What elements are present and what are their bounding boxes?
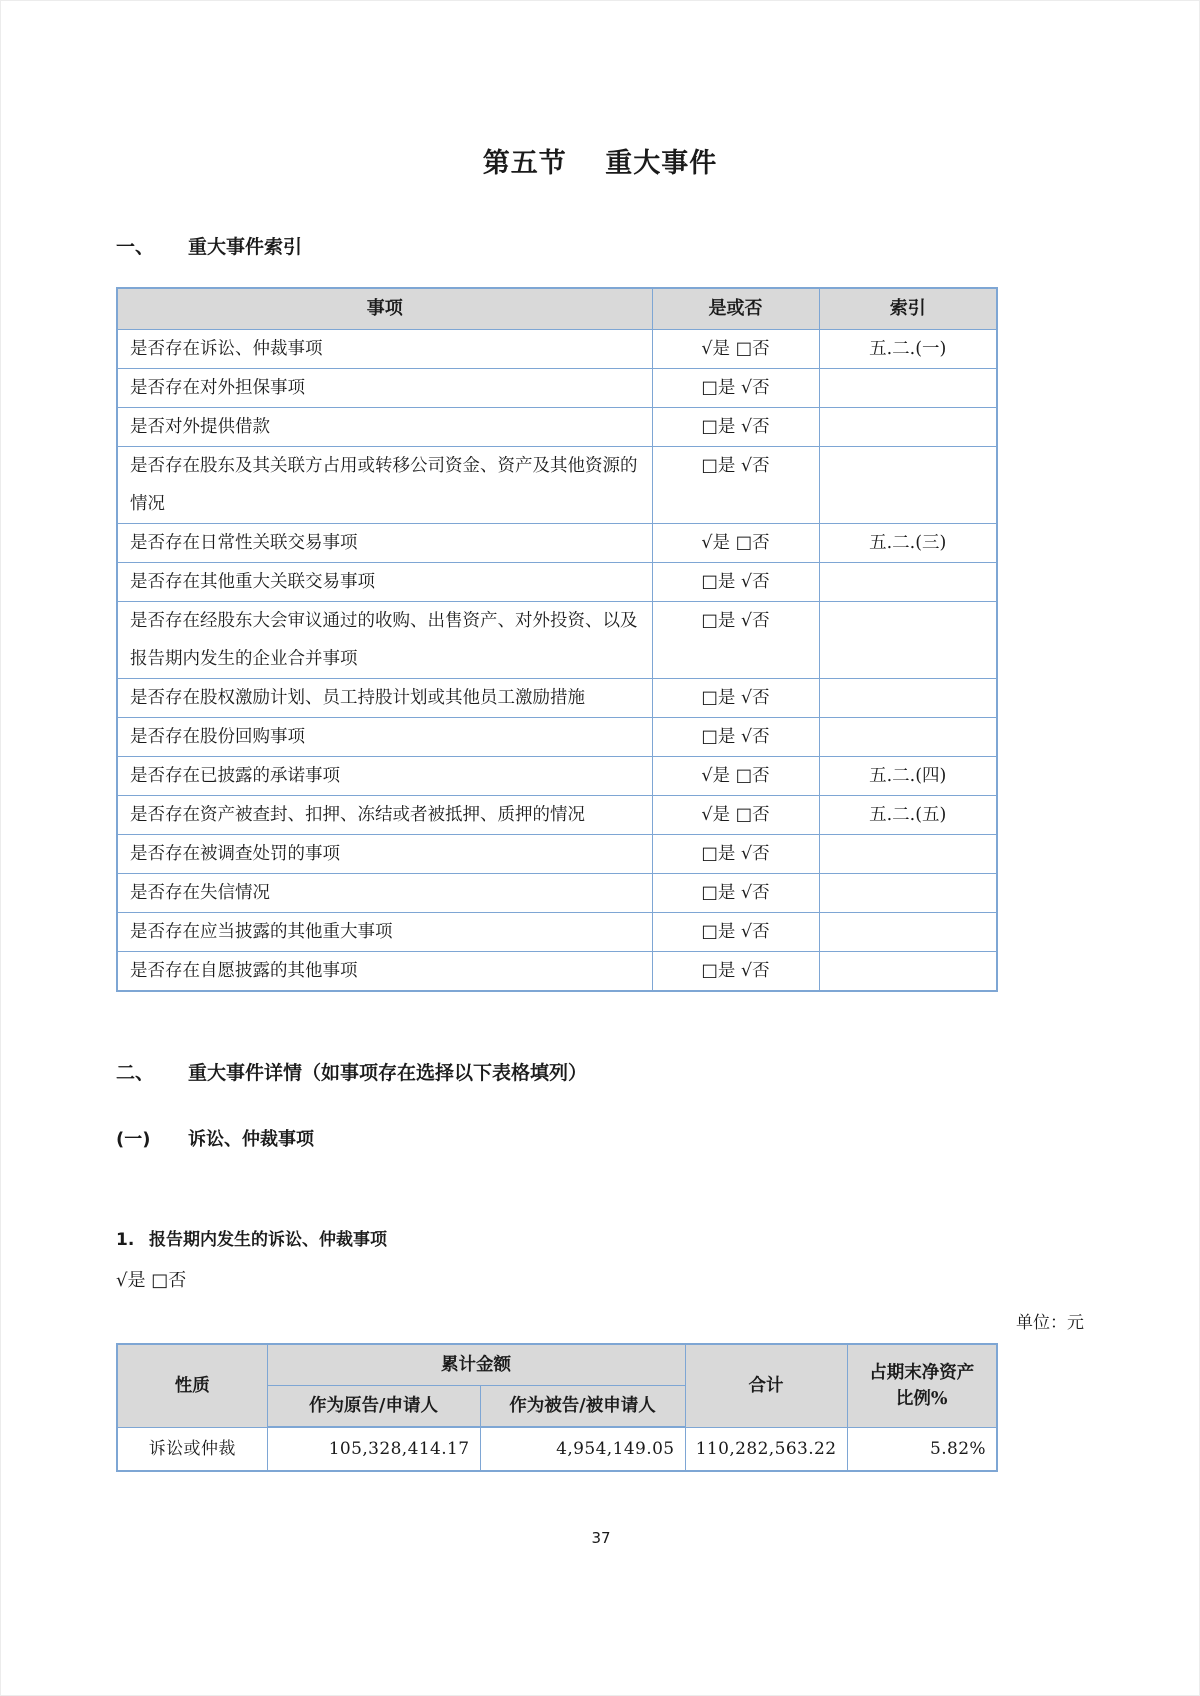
matter-text: 是否存在经股东大会审议通过的收购、出售资产、对外投资、以及报告期内发生的企业合并事项: [117, 602, 652, 679]
subsection-1-title: 诉讼、仲裁事项: [188, 1129, 314, 1150]
unit-label: 单位：元: [1016, 1313, 1084, 1333]
litigation-arbitration-table: [116, 1343, 998, 1472]
index-ref-cell: 五.二.(三): [819, 524, 997, 563]
index-table-row: [117, 718, 997, 757]
index-table-row: [117, 408, 997, 447]
index-ref-cell: [819, 679, 997, 718]
subsection-1-number: (一): [116, 1129, 151, 1150]
matter-text: 是否存在已披露的承诺事项: [117, 757, 652, 796]
col-header-as-defendant: 作为被告/被申请人: [480, 1386, 685, 1428]
section-2-heading: [116, 1058, 1084, 1085]
index-table-row: [117, 913, 997, 952]
col-header-cumulative-amount: 累计金额: [267, 1344, 685, 1386]
index-table-row: [117, 952, 997, 992]
matter-text: 是否存在日常性关联交易事项: [117, 524, 652, 563]
col-header-total: 合计: [685, 1344, 847, 1427]
yes-no-cell: √是 □否: [652, 796, 819, 835]
index-ref-cell: 五.二.(四): [819, 757, 997, 796]
section-2-number: 二、: [116, 1062, 155, 1084]
matter-text: 是否存在对外担保事项: [117, 369, 652, 408]
index-table-row: [117, 835, 997, 874]
matter-text: 是否存在被调查处罚的事项: [117, 835, 652, 874]
ratio-header-line-1: 占期末净资产: [869, 1362, 975, 1383]
yes-no-cell: √是 □否: [652, 757, 819, 796]
index-table-row: [117, 796, 997, 835]
yes-no-cell: □是 √否: [652, 952, 819, 992]
index-table-row: [117, 524, 997, 563]
item-1-title: 报告期内发生的诉讼、仲裁事项: [149, 1230, 387, 1250]
net-asset-ratio: 5.82%: [847, 1427, 997, 1471]
index-ref-cell: [819, 913, 997, 952]
yes-no-cell: □是 √否: [652, 718, 819, 757]
index-table-body: [117, 330, 997, 992]
matter-text: 是否存在失信情况: [117, 874, 652, 913]
index-ref-cell: 五.二.(一): [819, 330, 997, 369]
col-header-as-plaintiff: 作为原告/申请人: [267, 1386, 480, 1428]
matter-text: 是否存在诉讼、仲裁事项: [117, 330, 652, 369]
yes-no-cell: □是 √否: [652, 602, 819, 679]
as-plaintiff-amount: 105,328,414.17: [267, 1427, 480, 1471]
yes-no-cell: □是 √否: [652, 408, 819, 447]
index-table-row: [117, 602, 997, 679]
yes-no-cell: □是 √否: [652, 679, 819, 718]
ratio-header-line-2: 比例%: [895, 1388, 948, 1409]
col-header-matter: 事项: [117, 288, 652, 330]
as-defendant-amount: 4,954,149.05: [480, 1427, 685, 1471]
matter-text: 是否对外提供借款: [117, 408, 652, 447]
yes-no-cell: □是 √否: [652, 563, 819, 602]
index-ref-cell: [819, 408, 997, 447]
matter-text: 是否存在股份回购事项: [117, 718, 652, 757]
index-ref-cell: [819, 835, 997, 874]
yes-no-cell: □是 √否: [652, 835, 819, 874]
col-header-yes-or-no: 是或否: [652, 288, 819, 330]
matter-text: 是否存在股权激励计划、员工持股计划或其他员工激励措施: [117, 679, 652, 718]
litigation-header-row-1: [117, 1344, 997, 1386]
yes-no-cell: √是 □否: [652, 524, 819, 563]
matter-text: 是否存在股东及其关联方占用或转移公司资金、资产及其他资源的情况: [117, 447, 652, 524]
index-ref-cell: [819, 874, 997, 913]
yes-no-cell: □是 √否: [652, 913, 819, 952]
col-header-nature: 性质: [117, 1344, 267, 1427]
page-title: 第五节 重大事件: [482, 148, 718, 179]
item-1-yes-no-selection: √是 □否: [116, 1270, 187, 1291]
index-table-row: [117, 757, 997, 796]
section-2-title: 重大事件详情（如事项存在选择以下表格填列）: [188, 1062, 588, 1084]
litigation-table-body: [117, 1427, 997, 1471]
litigation-table-row: [117, 1427, 997, 1471]
matter-text: 是否存在应当披露的其他重大事项: [117, 913, 652, 952]
nature-cell: 诉讼或仲裁: [117, 1427, 267, 1471]
index-table-row: [117, 330, 997, 369]
index-table-row: [117, 369, 997, 408]
section-1-number: 一、: [116, 236, 155, 258]
index-ref-cell: [819, 952, 997, 992]
index-table-header-row: [117, 288, 997, 330]
section-1-heading: [116, 232, 1084, 259]
yes-no-cell: □是 √否: [652, 447, 819, 524]
matter-text: 是否存在资产被查封、扣押、冻结或者被抵押、质押的情况: [117, 796, 652, 835]
index-table-row: [117, 679, 997, 718]
index-ref-cell: [819, 602, 997, 679]
subsection-1-heading: [116, 1125, 1084, 1151]
item-1-number: 1.: [116, 1230, 135, 1250]
total-amount: 110,282,563.22: [685, 1427, 847, 1471]
index-ref-cell: [819, 447, 997, 524]
index-table-row: [117, 874, 997, 913]
yes-no-cell: □是 √否: [652, 874, 819, 913]
yes-no-cell: □是 √否: [652, 369, 819, 408]
index-table-row: [117, 563, 997, 602]
index-ref-cell: [819, 369, 997, 408]
index-ref-cell: [819, 563, 997, 602]
matter-text: 是否存在其他重大关联交易事项: [117, 563, 652, 602]
col-header-index: 索引: [819, 288, 997, 330]
item-1-heading: [116, 1225, 1084, 1250]
col-header-net-asset-ratio: [847, 1344, 997, 1427]
page-number: 37: [591, 1529, 611, 1547]
section-1-title: 重大事件索引: [188, 236, 303, 258]
major-events-index-table: [116, 287, 998, 992]
matter-text: 是否存在自愿披露的其他事项: [117, 952, 652, 992]
index-ref-cell: [819, 718, 997, 757]
index-table-row: [117, 447, 997, 524]
index-ref-cell: 五.二.(五): [819, 796, 997, 835]
yes-no-cell: √是 □否: [652, 330, 819, 369]
